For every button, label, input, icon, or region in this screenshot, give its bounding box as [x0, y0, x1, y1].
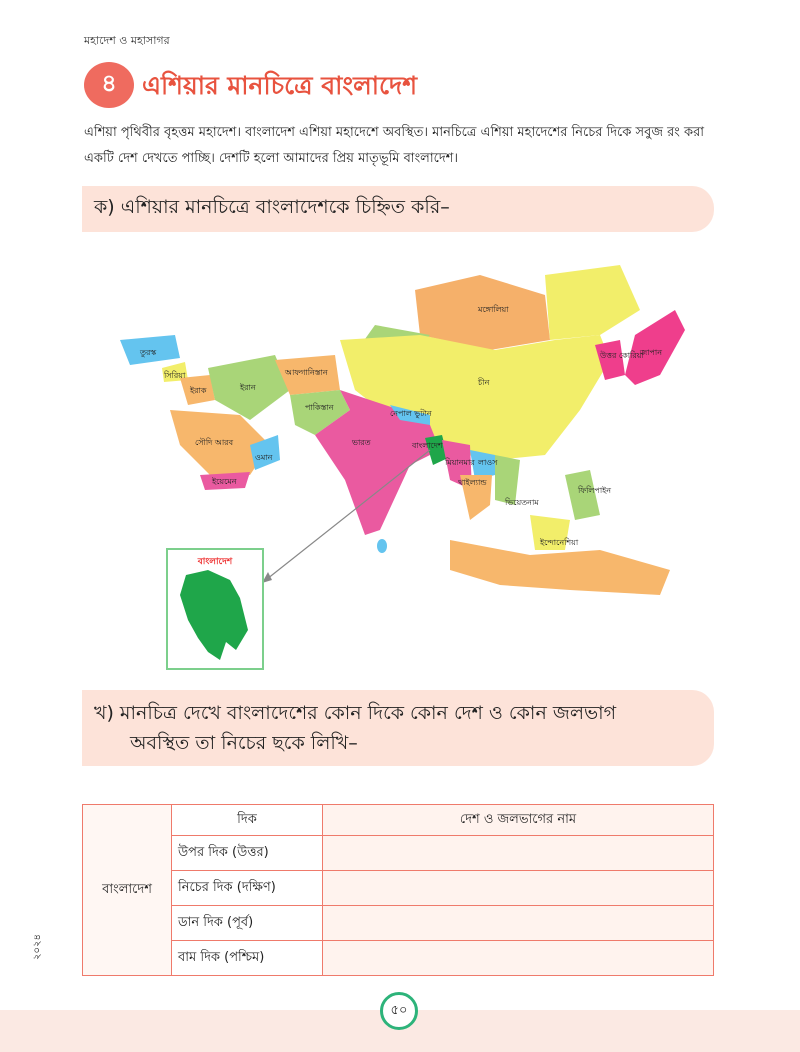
- table-row-header: বাংলাদেশ: [83, 805, 172, 976]
- answer-cell[interactable]: [323, 871, 714, 906]
- lesson-number-badge: ৪: [84, 62, 134, 108]
- answer-cell[interactable]: [323, 906, 714, 941]
- label-india: ভারত: [352, 438, 371, 447]
- label-iran: ইরান: [240, 383, 256, 392]
- label-bangladesh: বাংলাদেশ: [412, 441, 443, 450]
- bangladesh-shape: [180, 570, 248, 660]
- label-yemen: ইয়েমেন: [212, 477, 237, 486]
- direction-table: [82, 804, 714, 976]
- label-myanmar: মিয়ানমার: [445, 458, 475, 467]
- label-philippines: ফিলিপাইন: [578, 486, 612, 495]
- page-number: ৫০: [380, 992, 418, 1030]
- inset-title: বাংলাদেশ: [197, 557, 233, 567]
- running-head: মহাদেশ ও মহাসাগর: [84, 34, 170, 47]
- section-b-line2: অবস্থিত তা নিচের ছকে লিখি–: [130, 732, 358, 754]
- label-indonesia: ইন্দোনেশিয়া: [540, 538, 579, 547]
- col-name-header: দেশ ও জলভাগের নাম: [323, 805, 714, 836]
- table-row: [83, 836, 714, 871]
- section-b-line1: খ) মানচিত্র দেখে বাংলাদেশের কোন দিকে কোন দেশ ও কোন জলভাগ: [94, 702, 617, 724]
- section-a-heading: [82, 186, 714, 232]
- lesson-title: এশিয়ার মানচিত্রে বাংলাদেশ: [142, 71, 417, 100]
- label-saudi: সৌদি আরব: [195, 438, 234, 447]
- table-row: [83, 906, 714, 941]
- direction-cell: উপর দিক (উত্তর): [172, 836, 323, 871]
- answer-cell[interactable]: [323, 836, 714, 871]
- section-a-text: ক) এশিয়ার মানচিত্রে বাংলাদেশকে চিহ্নিত করি–: [94, 196, 450, 218]
- intro-paragraph: এশিয়া পৃথিবীর বৃহত্তম মহাদেশ। বাংলাদেশ এশিয়া মহাদেশে অবস্থিত। মানচিত্রে এশিয়া মহাদেশের নিচের দিকে সবুজ রং করা একটি দেশ দেখতে পাচ্ছি। দেশটি হলো আমাদের প্রিয় মাতৃভূমি বাংলাদেশ।: [84, 125, 704, 166]
- direction-cell: নিচের দিক (দক্ষিণ): [172, 871, 323, 906]
- region-philippines: [565, 470, 600, 520]
- answer-cell[interactable]: [323, 941, 714, 976]
- direction-cell: বাম দিক (পশ্চিম): [172, 941, 323, 976]
- table-row: [83, 941, 714, 976]
- col-direction-header: দিক: [172, 805, 323, 836]
- label-syria: সিরিয়া: [164, 371, 186, 380]
- label-vietnam: ভিয়েতনাম: [505, 498, 539, 507]
- direction-cell: ডান দিক (পূর্ব): [172, 906, 323, 941]
- table-header-row: [83, 805, 714, 836]
- region-srilanka: [377, 539, 387, 553]
- label-china: চীন: [478, 378, 490, 387]
- label-korea: উত্তর কোরিয়া: [600, 351, 644, 360]
- section-b-heading: [82, 690, 714, 766]
- table-row: [83, 871, 714, 906]
- label-mongolia: মঙ্গোলিয়া: [478, 305, 509, 314]
- side-year: ২০২৪: [32, 934, 43, 960]
- label-nepal: নেপাল ভুটান: [390, 409, 432, 418]
- bangladesh-inset-map: [166, 548, 264, 670]
- label-afghanistan: আফগানিস্তান: [285, 368, 328, 377]
- label-japan: জাপান: [640, 348, 663, 357]
- label-pakistan: পাকিস্তান: [305, 403, 334, 412]
- label-laos: লাওস: [478, 458, 498, 467]
- label-thailand: থাইল্যান্ড: [458, 478, 487, 487]
- region-northeast: [545, 265, 640, 340]
- label-iraq: ইরাক: [190, 386, 207, 395]
- label-oman: ওমান: [255, 453, 273, 462]
- label-turkey: তুরস্ক: [140, 348, 157, 357]
